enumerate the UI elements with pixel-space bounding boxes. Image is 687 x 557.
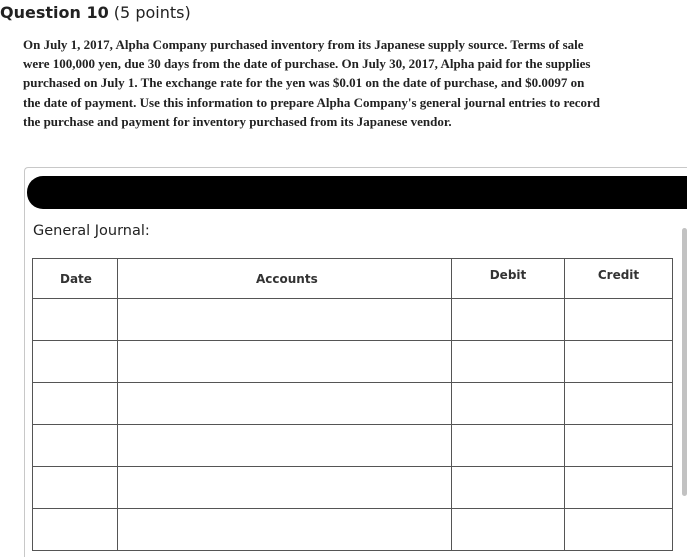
date-cell[interactable] (33, 383, 118, 425)
date-cell[interactable] (33, 299, 118, 341)
date-cell[interactable] (33, 467, 118, 509)
accounts-cell[interactable] (118, 299, 452, 341)
date-cell[interactable] (33, 425, 118, 467)
credit-cell[interactable] (565, 467, 673, 509)
date-cell[interactable] (33, 341, 118, 383)
table-row (33, 299, 673, 341)
accounts-cell[interactable] (118, 383, 452, 425)
credit-cell[interactable] (565, 383, 673, 425)
credit-cell[interactable] (565, 425, 673, 467)
question-prompt: On July 1, 2017, Alpha Company purchased inventory from its Japanese supply source. Terms of sale were 100,000 yen, due 30 days from the date of purchase. On July 30, 2017, Alpha paid for the supplies purchased on July 1. The exchange rate for the yen was $0.01 on the date of purchase, and $0.0097 on the date of payment. Use this information to prepare Alpha Company's general journal entries to record the purchase and payment for inventory purchased from its Japanese vendor. (23, 37, 601, 129)
debit-cell[interactable] (452, 509, 565, 551)
credit-cell[interactable] (565, 509, 673, 551)
question-header (0, 3, 191, 22)
column-header-credit: Credit (565, 259, 673, 299)
date-cell[interactable] (33, 509, 118, 551)
credit-cell[interactable] (565, 341, 673, 383)
credit-cell[interactable] (565, 299, 673, 341)
accounts-cell[interactable] (118, 467, 452, 509)
column-header-accounts: Accounts (118, 259, 452, 299)
general-journal-label: General Journal: (33, 223, 150, 239)
table-row (33, 425, 673, 467)
accounts-cell[interactable] (118, 425, 452, 467)
question-title: Question 10 (0, 3, 109, 22)
accounts-cell[interactable] (118, 341, 452, 383)
debit-cell[interactable] (452, 467, 565, 509)
debit-cell[interactable] (452, 341, 565, 383)
table-row (33, 467, 673, 509)
journal-table (32, 258, 673, 551)
debit-cell[interactable] (452, 299, 565, 341)
table-row (33, 341, 673, 383)
scrollbar[interactable] (682, 228, 687, 496)
accounts-cell[interactable] (118, 509, 452, 551)
column-header-debit: Debit (452, 259, 565, 299)
redacted-bar (27, 176, 687, 209)
debit-cell[interactable] (452, 425, 565, 467)
question-points: (5 points) (108, 3, 191, 22)
debit-cell[interactable] (452, 383, 565, 425)
column-header-date: Date (33, 259, 118, 299)
table-row (33, 509, 673, 551)
journal-header-row (33, 259, 673, 299)
table-row (33, 383, 673, 425)
